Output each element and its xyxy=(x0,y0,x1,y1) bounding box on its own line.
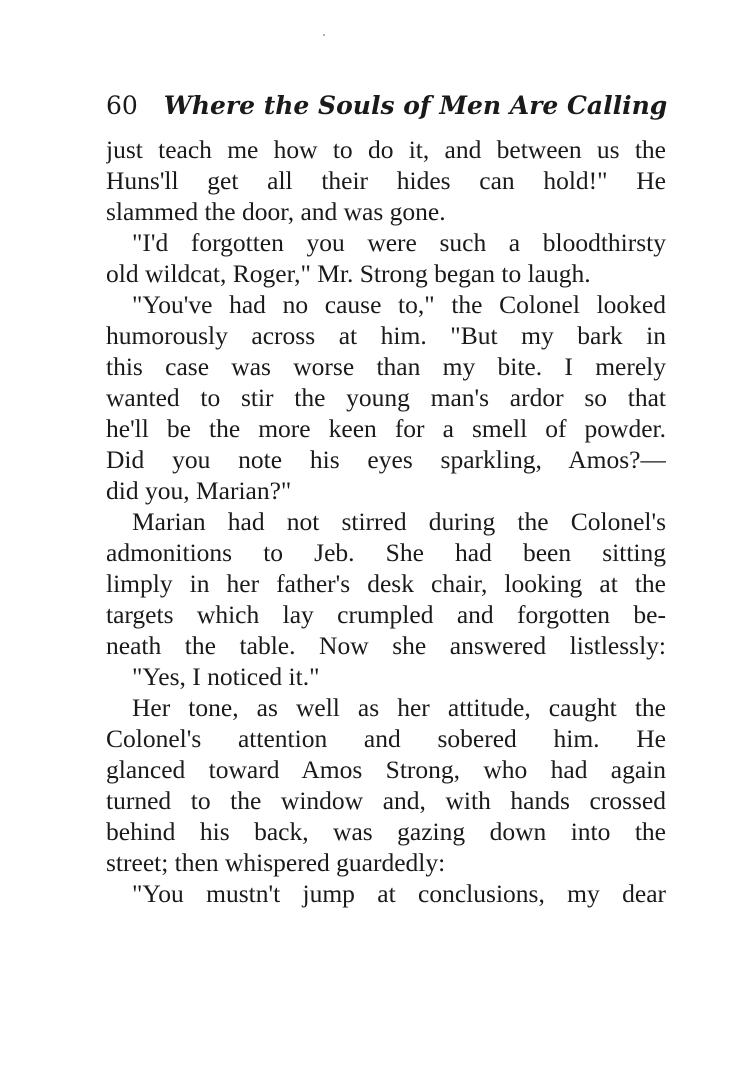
text-line: Colonel's attention and sobered him. He xyxy=(106,724,666,753)
text-line: "You've had no cause to," the Colonel looked xyxy=(132,290,666,319)
text-line: admonitions to Jeb. She had been sitting xyxy=(106,538,666,567)
text-line: this case was worse than my bite. I merely xyxy=(106,352,666,381)
paper-speck xyxy=(323,34,325,36)
text-line: wanted to stir the young man's ardor so that xyxy=(106,383,666,412)
text-line: Marian had not stirred during the Colonel's xyxy=(132,507,666,536)
text-line: neath the table. Now she answered listlessly: xyxy=(106,631,666,660)
text-line: limply in her father's desk chair, looking at the xyxy=(106,569,666,598)
text-line: "I'd forgotten you were such a bloodthirsty xyxy=(132,228,666,257)
text-line: Did you note his eyes sparkling, Amos?— xyxy=(106,445,666,474)
text-line: "You mustn't jump at conclusions, my dear xyxy=(132,879,666,908)
text-line: targets which lay crumpled and forgotten be- xyxy=(106,600,666,629)
text-line: he'll be the more keen for a smell of powder. xyxy=(106,414,666,443)
text-line: behind his back, was gazing down into the xyxy=(106,817,666,846)
text-line: slammed the door, and was gone. xyxy=(106,197,446,226)
body-text xyxy=(106,134,666,909)
page-number: 60 xyxy=(106,91,138,120)
text-line: just teach me how to do it, and between us the xyxy=(106,135,666,164)
running-header xyxy=(106,86,666,126)
text-line: Her tone, as well as her attitude, caught the xyxy=(132,693,666,722)
text-line: turned to the window and, with hands crossed xyxy=(106,786,666,815)
text-line: Huns'll get all their hides can hold!" He xyxy=(106,166,666,195)
text-line: old wildcat, Roger," Mr. Strong began to laugh. xyxy=(106,259,591,288)
text-line: did you, Marian?" xyxy=(106,476,292,505)
text-line: street; then whispered guardedly: xyxy=(106,848,446,877)
running-title: Where the Souls of Men Are Calling xyxy=(163,91,668,120)
text-line: humorously across at him. "But my bark in xyxy=(106,321,666,350)
text-line: "Yes, I noticed it." xyxy=(132,662,320,691)
text-line: glanced toward Amos Strong, who had again xyxy=(106,755,666,784)
